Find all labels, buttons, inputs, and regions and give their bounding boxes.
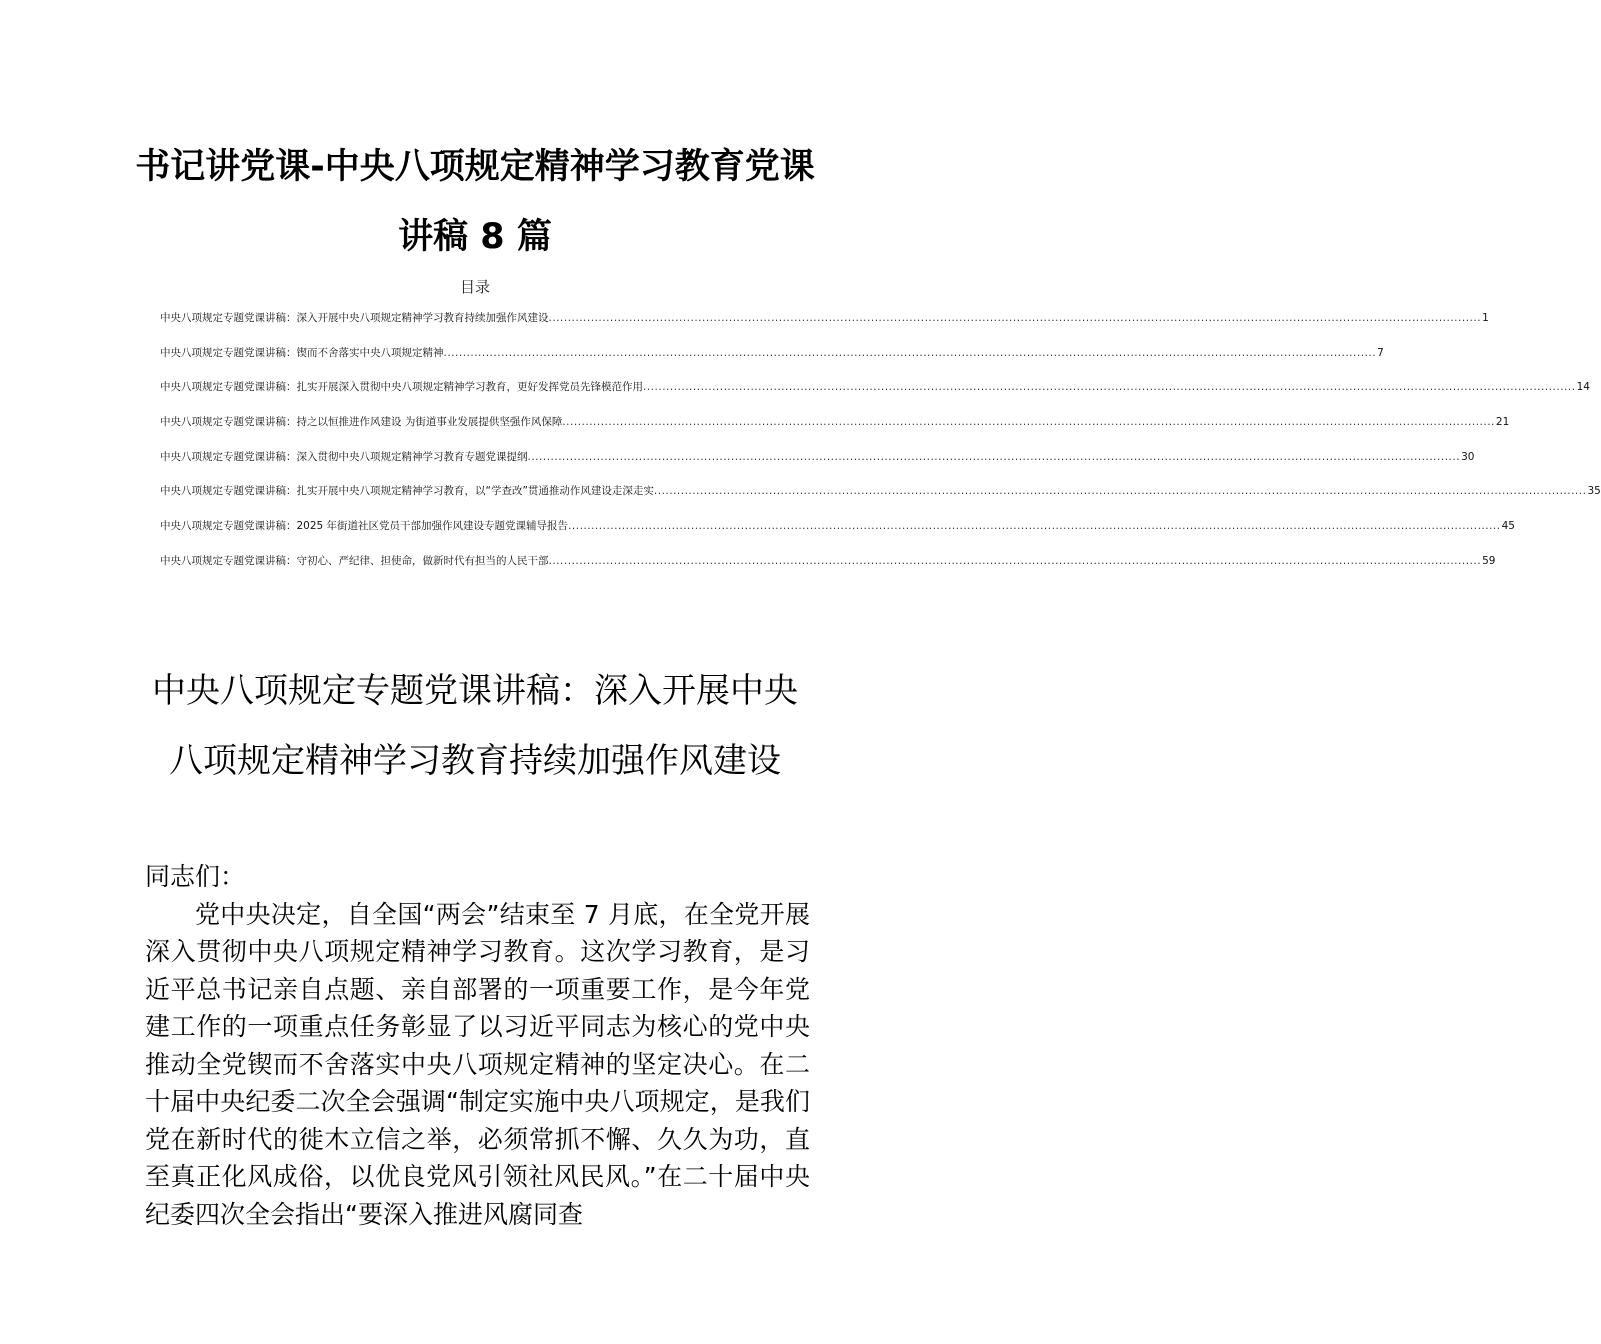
document-title: 书记讲党课-中央八项规定精神学习教育党课讲稿 8 篇 bbox=[135, 147, 815, 257]
toc-entry-title: 中央八项规定专题党课讲稿：持之以恒推进作风建设 为街道事业发展提供坚强作风保障 bbox=[160, 416, 563, 429]
toc-leader-dots bbox=[568, 520, 1501, 532]
body-paragraph: 党中央决定，自全国“两会”结束至 7 月底，在全党开展深入贯彻中央八项规定精神学习教育。这次学习教育，是习近平总书记亲自点题、亲自部署的一项重要工作，是今年党建工作的一项重点任务彰显了以习近平同志为核心的党中央推动全党锲而不舍落实中央八项规定精神的坚定决心。在二十届中央纪委二次全会强调“制定实施中央八项规定，是我们党在新时代的徙木立信之举，必须常抓不懈、久久为功，直至真正化风成俗，以优良党风引领社风民风。”在二十届中央纪委四次全会指出“要深入推进风腐同查 bbox=[145, 899, 810, 1229]
toc-entry-page: 21 bbox=[1495, 416, 1510, 429]
toc-entry[interactable] bbox=[160, 483, 1601, 518]
toc-entry-title: 中央八项规定专题党课讲稿：守初心、严纪律、担使命，做新时代有担当的人民干部 bbox=[160, 554, 549, 567]
section-body bbox=[145, 858, 810, 1233]
toc-entry[interactable] bbox=[160, 345, 1384, 380]
toc-leader-dots bbox=[643, 381, 1576, 393]
section-title: 中央八项规定专题党课讲稿：深入开展中央八项规定精神学习教育持续加强作风建设 bbox=[152, 671, 798, 781]
toc-entry-page: 59 bbox=[1482, 554, 1496, 567]
toc-entry-page: 7 bbox=[1377, 346, 1384, 359]
toc-entry[interactable] bbox=[160, 414, 1510, 449]
toc-entry-title: 中央八项规定专题党课讲稿：深入贯彻中央八项规定精神学习教育专题党课提纲 bbox=[160, 450, 528, 463]
toc-entry-title: 中央八项规定专题党课讲稿：扎实开展深入贯彻中央八项规定精神学习教育，更好发挥党员先锋模范作用 bbox=[160, 381, 643, 394]
toc-entry-title: 中央八项规定专题党课讲稿：锲而不舍落实中央八项规定精神 bbox=[160, 346, 444, 359]
toc-leader-dots bbox=[549, 312, 1482, 324]
toc-entry-title: 中央八项规定专题党课讲稿：2025 年街道社区党员干部加强作风建设专题党课辅导报告 bbox=[160, 520, 569, 533]
toc-leader-dots bbox=[444, 347, 1377, 359]
toc-entry-title: 中央八项规定专题党课讲稿：深入开展中央八项规定精神学习教育持续加强作风建设 bbox=[160, 312, 549, 324]
toc-entry-page: 45 bbox=[1501, 520, 1515, 533]
salutation: 同志们： bbox=[145, 862, 246, 891]
toc-entry-page: 35 bbox=[1587, 485, 1601, 498]
toc-entry[interactable] bbox=[160, 518, 1515, 553]
toc-leader-dots bbox=[528, 451, 1461, 463]
toc-leader-dots bbox=[562, 416, 1495, 428]
toc-leader-dots bbox=[549, 555, 1482, 567]
toc-leader-dots bbox=[654, 485, 1587, 497]
toc-entry-page: 1 bbox=[1482, 312, 1489, 324]
toc-entry[interactable] bbox=[160, 449, 1475, 484]
toc-entry[interactable] bbox=[160, 553, 1496, 588]
toc-entry-page: 30 bbox=[1461, 450, 1475, 463]
toc-heading: 目录 bbox=[459, 278, 490, 296]
toc-entry-page: 14 bbox=[1576, 381, 1590, 394]
toc-entry-title: 中央八项规定专题党课讲稿：扎实开展中央八项规定精神学习教育，以“学查改”贯通推动作风建设走深走实 bbox=[160, 485, 654, 498]
table-of-contents bbox=[160, 310, 1601, 588]
toc-entry[interactable] bbox=[160, 379, 1590, 414]
toc-entry[interactable] bbox=[160, 310, 1489, 345]
